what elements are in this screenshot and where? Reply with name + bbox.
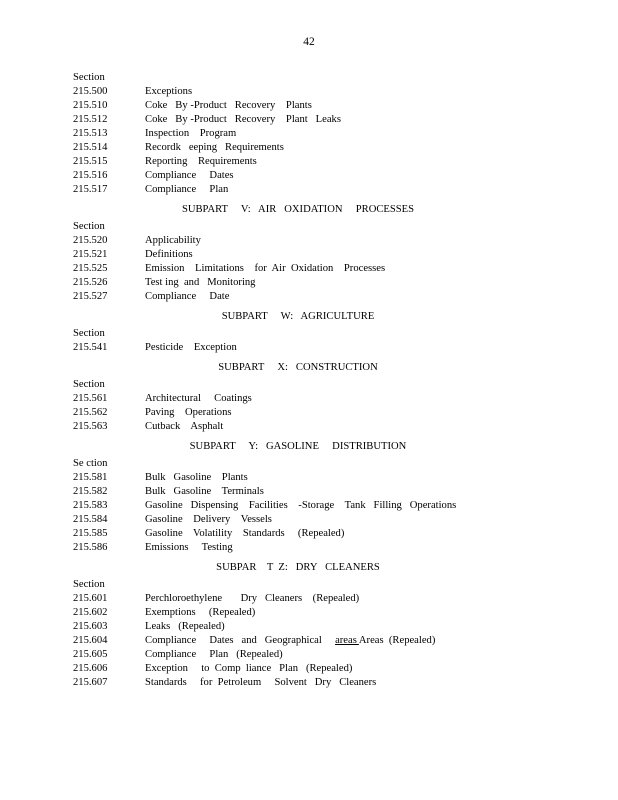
section-number: 215.583 <box>73 500 108 511</box>
section-number: 215.541 <box>73 342 108 353</box>
toc-row <box>73 155 593 169</box>
section-label: Section <box>73 379 105 390</box>
section-group <box>73 310 593 355</box>
section-title: Pesticide Exception <box>145 342 237 353</box>
section-number: 215.604 <box>73 635 108 646</box>
section-group <box>73 203 593 304</box>
section-title: Exceptions <box>145 86 193 97</box>
section-group <box>73 361 593 434</box>
toc-row <box>73 141 593 155</box>
section-label: Se ction <box>73 458 108 469</box>
section-title: Gasoline Delivery Vessels <box>145 514 272 525</box>
toc-row <box>73 541 593 555</box>
toc-row <box>73 620 593 634</box>
section-title: Standards for Petroleum Solvent Dry Cleaners <box>145 677 377 688</box>
section-title: Coke By -Product Recovery Plants <box>145 100 312 111</box>
section-number: 215.586 <box>73 542 108 553</box>
section-title: Compliance Plan (Repealed) <box>145 649 283 660</box>
section-number: 215.561 <box>73 393 108 404</box>
section-title: Leaks (Repealed) <box>145 621 225 632</box>
section-title: Bulk Gasoline Terminals <box>145 486 264 497</box>
toc-row <box>73 471 593 485</box>
section-number: 215.527 <box>73 291 108 302</box>
toc-row <box>73 276 593 290</box>
section-number: 215.510 <box>73 100 108 111</box>
toc-row <box>73 606 593 620</box>
section-title: Test ing and Monitoring <box>145 277 256 288</box>
table-of-contents <box>73 71 593 690</box>
section-number: 215.521 <box>73 249 108 260</box>
section-number: 215.562 <box>73 407 108 418</box>
toc-row <box>73 592 593 606</box>
section-number: 215.601 <box>73 593 108 604</box>
section-number: 215.517 <box>73 184 108 195</box>
section-number: 215.520 <box>73 235 108 246</box>
section-number: 215.512 <box>73 114 108 125</box>
section-number: 215.582 <box>73 486 108 497</box>
subpart-heading: SUBPART W: AGRICULTURE <box>221 311 375 322</box>
toc-row <box>73 420 593 434</box>
toc-row <box>73 169 593 183</box>
section-group <box>73 71 593 197</box>
toc-row <box>73 99 593 113</box>
toc-row <box>73 248 593 262</box>
section-number: 215.514 <box>73 142 108 153</box>
toc-row <box>73 290 593 304</box>
section-title: Compliance Date <box>145 291 230 302</box>
subpart-heading: SUBPART X: CONSTRUCTION <box>218 362 378 373</box>
section-label: Section <box>73 72 105 83</box>
section-title: Bulk Gasoline Plants <box>145 472 248 483</box>
section-number: 215.563 <box>73 421 108 432</box>
page-number: 42 <box>303 36 315 48</box>
section-group <box>73 440 593 555</box>
section-number: 215.581 <box>73 472 108 483</box>
section-label: Section <box>73 221 105 232</box>
section-title: Recordk eeping Requirements <box>145 142 284 153</box>
section-title: Cutback Asphalt <box>145 421 224 432</box>
toc-row <box>73 406 593 420</box>
section-title: Emissions Testing <box>145 542 233 553</box>
toc-row <box>73 262 593 276</box>
section-number: 215.584 <box>73 514 108 525</box>
section-title: Emission Limitations for Air Oxidation Processes <box>145 263 386 274</box>
section-title: Compliance Dates and Geographical <box>145 635 322 646</box>
toc-row <box>73 648 593 662</box>
section-number: 215.606 <box>73 663 108 674</box>
section-number: 215.525 <box>73 263 108 274</box>
toc-row <box>73 113 593 127</box>
toc-row <box>73 127 593 141</box>
toc-row <box>73 513 593 527</box>
section-title: Coke By -Product Recovery Plant Leaks <box>145 114 341 125</box>
toc-row <box>73 662 593 676</box>
section-title: Compliance Plan <box>145 184 229 195</box>
section-title: Gasoline Dispensing Facilities -Storage Tank Filling Operations <box>145 500 457 511</box>
section-label: Section <box>73 579 105 590</box>
toc-row <box>73 85 593 99</box>
toc-row <box>73 183 593 197</box>
section-title: Architectural Coatings <box>145 393 252 404</box>
toc-row <box>73 341 593 355</box>
section-title: Exception to Comp liance Plan (Repealed) <box>145 663 353 674</box>
section-number: 215.516 <box>73 170 108 181</box>
section-number: 215.602 <box>73 607 108 618</box>
section-number: 215.603 <box>73 621 108 632</box>
section-number: 215.607 <box>73 677 108 688</box>
section-title: Perchloroethylene Dry Cleaners (Repealed) <box>145 593 360 604</box>
section-title: Applicability <box>145 235 201 246</box>
section-number: 215.515 <box>73 156 108 167</box>
section-number: 215.526 <box>73 277 108 288</box>
toc-row <box>73 485 593 499</box>
section-group <box>73 561 593 690</box>
section-title: Gasoline Volatility Standards (Repealed) <box>145 528 345 539</box>
toc-row <box>73 499 593 513</box>
section-number: 215.513 <box>73 128 108 139</box>
section-title: Reporting Requirements <box>145 156 257 167</box>
section-title: Compliance Dates <box>145 170 234 181</box>
section-title: Inspection Program <box>145 128 237 139</box>
section-title: Paving Operations <box>145 407 232 418</box>
section-label: Section <box>73 328 105 339</box>
underlined-text: areas <box>335 635 359 646</box>
toc-row <box>73 392 593 406</box>
subpart-heading: SUBPART Y: GASOLINE DISTRIBUTION <box>189 441 407 452</box>
toc-row <box>73 676 593 690</box>
section-title: Exemptions (Repealed) <box>145 607 256 618</box>
section-number: 215.500 <box>73 86 108 97</box>
toc-row <box>73 634 593 648</box>
subpart-heading: SUBPAR T Z: DRY CLEANERS <box>216 562 380 573</box>
toc-row <box>73 527 593 541</box>
section-number: 215.585 <box>73 528 108 539</box>
section-title-continued: Areas (Repealed) <box>358 635 436 646</box>
subpart-heading: SUBPART V: AIR OXIDATION PROCESSES <box>181 204 415 215</box>
section-number: 215.605 <box>73 649 108 660</box>
toc-row <box>73 234 593 248</box>
section-title: Definitions <box>145 249 193 260</box>
